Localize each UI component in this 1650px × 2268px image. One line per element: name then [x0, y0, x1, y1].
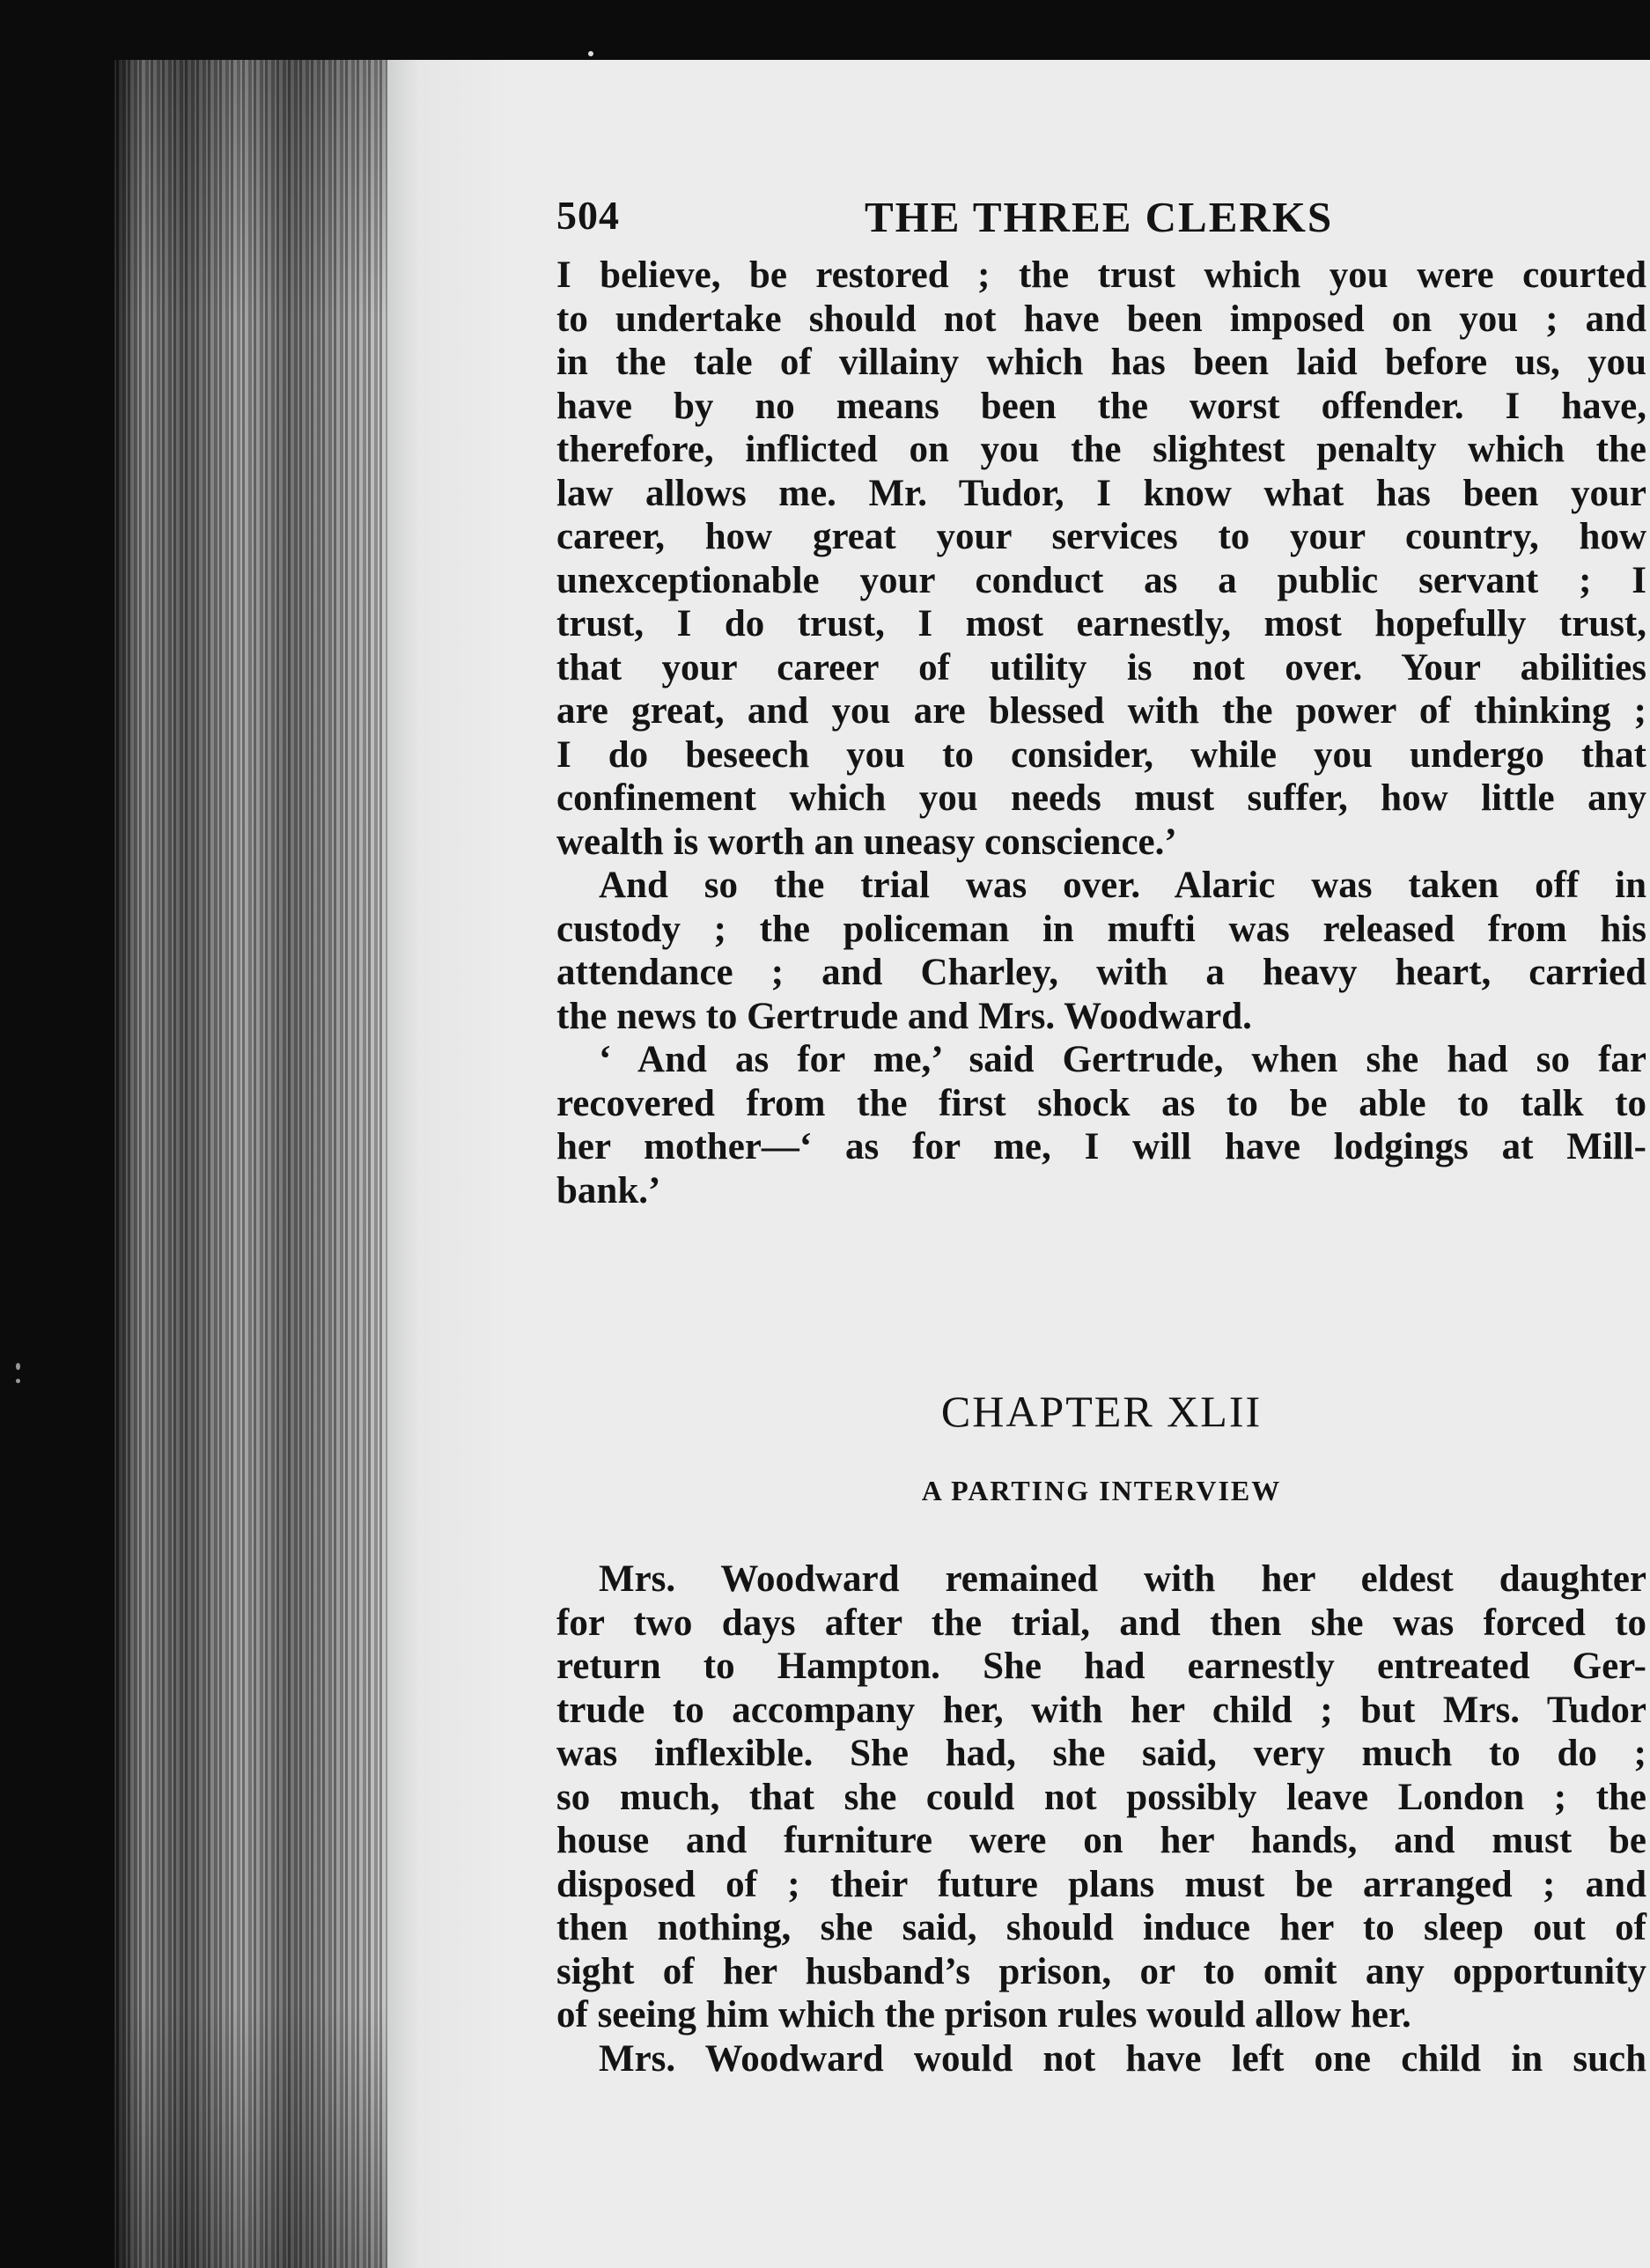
running-head	[556, 183, 1646, 254]
text-line: I believe, be restored ; the trust which you were courted	[556, 254, 1646, 296]
text-line: so much, that she could not possibly leave London ; the	[556, 1776, 1646, 1818]
page-edge-gutter	[114, 60, 396, 2268]
page-number: 504	[556, 193, 620, 238]
text-line: confinement which you needs must suffer, how little any	[556, 777, 1646, 819]
text-line: recovered from the first shock as to be able to talk to	[556, 1082, 1646, 1124]
text-line: And so the trial was over. Alaric was taken off in	[599, 865, 1646, 906]
text-line: trude to accompany her, with her child ; but Mrs. Tudor	[556, 1689, 1646, 1731]
text-line: the news to Gertrude and Mrs. Woodward.	[556, 995, 1252, 1037]
text-line: then nothing, she said, should induce her to sleep out of	[556, 1907, 1646, 1948]
text-line: attendance ; and Charley, with a heavy heart, carried	[556, 952, 1646, 993]
text-line: therefore, inflicted on you the slightest penalty which the	[556, 429, 1646, 470]
page-text	[556, 183, 1646, 2080]
text-line: law allows me. Mr. Tudor, I know what has been your	[556, 472, 1646, 514]
text-line: unexceptionable your conduct as a public servant ; I	[556, 559, 1646, 601]
text-line: her mother—‘ as for me, I will have lodgings at Mill-	[556, 1126, 1646, 1167]
text-line: have by no means been the worst offender. I have,	[556, 385, 1646, 427]
text-line: was inflexible. She had, she said, very much to do ;	[556, 1733, 1646, 1774]
running-title: THE THREE CLERKS	[865, 193, 1334, 241]
text-line: for two days after the trial, and then she was forced to	[556, 1602, 1646, 1644]
text-line: I do beseech you to consider, while you undergo that	[556, 733, 1646, 776]
text-line: return to Hampton. She had earnestly entreated Ger-	[556, 1646, 1646, 1687]
text-line: trust, I do trust, I most earnestly, most hopefully trust,	[556, 603, 1646, 644]
text-line: are great, and you are blessed with the power of thinking ;	[556, 690, 1646, 732]
text-line: Mrs. Woodward would not have left one child in such	[599, 2037, 1646, 2080]
chapter-text	[556, 1557, 1646, 2080]
text-line: career, how great your services to your country, how	[556, 516, 1646, 557]
text-line: bank.’	[556, 1169, 661, 1211]
text-line: disposed of ; their future plans must be arranged ; and	[556, 1863, 1646, 1905]
text-line: to undertake should not have been imposed on you ; and	[556, 298, 1646, 340]
text-line: wealth is worth an uneasy conscience.’	[556, 821, 1177, 863]
text-line: Mrs. Woodward remained with her eldest daughter	[599, 1558, 1646, 1600]
text-line: that your career of utility is not over. Your abilities	[556, 646, 1646, 688]
dust-speck	[16, 1379, 20, 1383]
body-text	[556, 254, 1646, 1212]
text-line: ‘ And as for me,’ said Gertrude, when she had so far	[599, 1039, 1646, 1080]
text-line: house and furniture were on her hands, and must be	[556, 1820, 1646, 1861]
text-line: of seeing him which the prison rules would allow her.	[556, 1994, 1411, 2036]
text-line: in the tale of villainy which has been laid before us, you	[556, 342, 1646, 383]
text-line: custody ; the policeman in mufti was released from his	[556, 908, 1646, 950]
dust-speck	[588, 51, 593, 56]
dust-speck	[16, 1363, 20, 1370]
chapter-subtitle: A PARTING INTERVIEW	[921, 1475, 1282, 1506]
chapter-heading: CHAPTER XLII	[940, 1387, 1263, 1436]
text-line: sight of her husband’s prison, or to omit any opportunity	[556, 1950, 1646, 1992]
